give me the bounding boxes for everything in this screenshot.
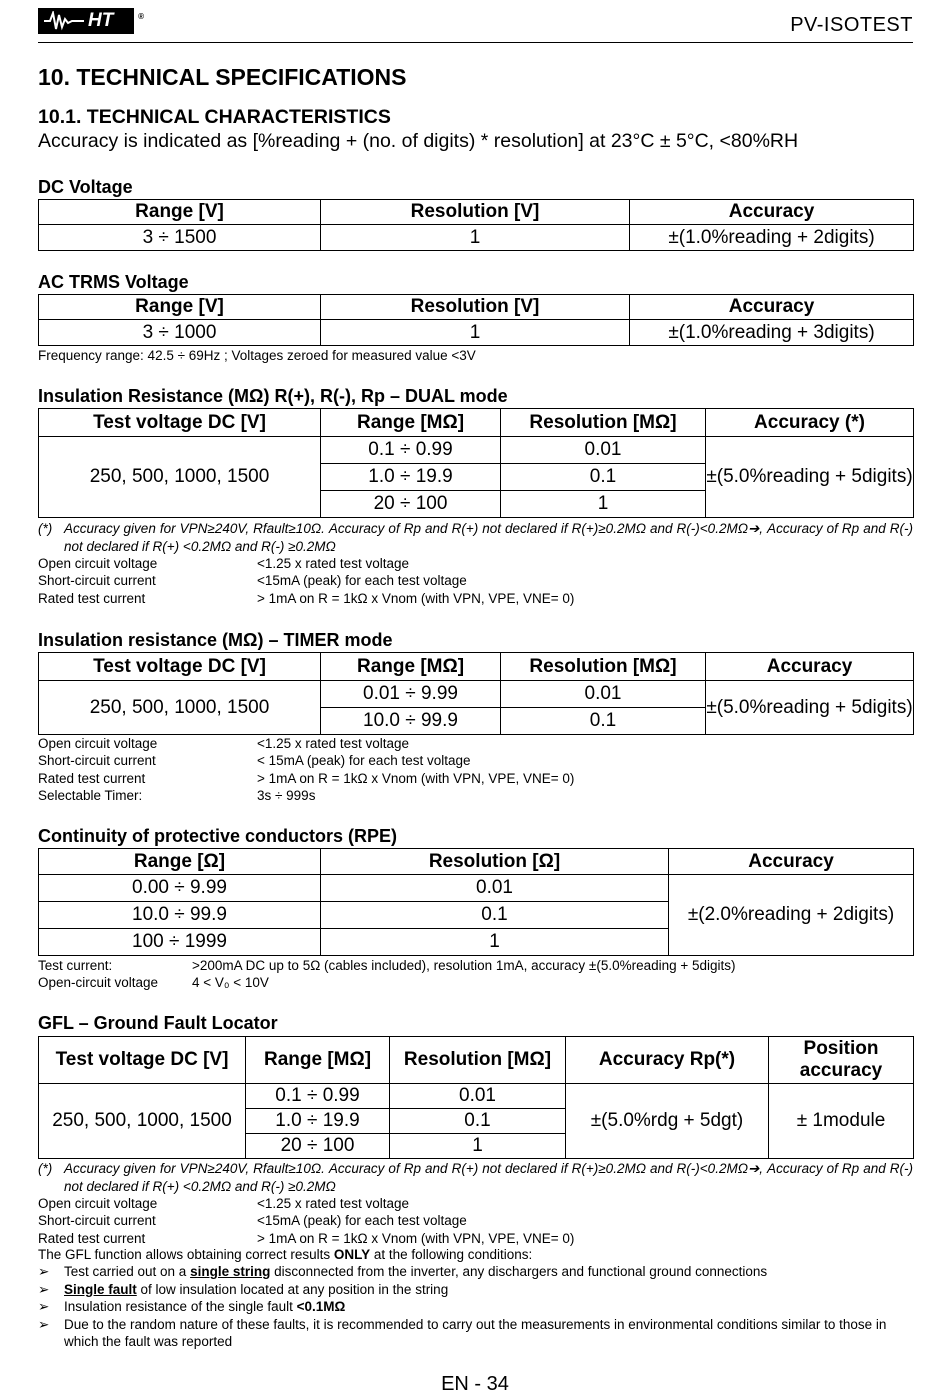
chapter-heading: 10. TECHNICAL SPECIFICATIONS — [38, 64, 407, 90]
gfl-specs — [38, 1195, 574, 1247]
conditions-text: at the following conditions: — [370, 1247, 533, 1262]
spec-label: Selectable Timer: — [38, 787, 143, 803]
spec-value: <15mA (peak) for each test voltage — [257, 573, 467, 589]
dual-mode-title: Insulation Resistance (MΩ) R(+), R(-), Rp – DUAL mode — [38, 386, 508, 406]
spec-value: > 1mA on R = 1kΩ x Vnom (with VPN, VPE, VNE= 0) — [257, 590, 575, 606]
dual-specs — [38, 555, 574, 607]
list-item — [38, 1298, 913, 1316]
table-cell: 10.0 ÷ 99.9 — [39, 902, 321, 929]
ac-voltage-table — [38, 294, 914, 346]
table-cell: 0.1 — [501, 708, 706, 735]
table-cell: 20 ÷ 100 — [246, 1134, 390, 1159]
table-header: Accuracy (*) — [706, 409, 914, 437]
table-cell: 3 ÷ 1000 — [39, 320, 321, 346]
table-cell: 3 ÷ 1500 — [39, 225, 321, 251]
table-header: Range [MΩ] — [246, 1037, 390, 1084]
dc-voltage-title: DC Voltage — [38, 177, 133, 197]
spec-label: Open circuit voltage — [38, 736, 158, 751]
page-number: EN - 34 — [441, 1373, 509, 1395]
table-cell: 0.1 — [321, 902, 669, 929]
conditions-emphasis: ONLY — [333, 1247, 371, 1262]
table-cell: 0.1 — [501, 464, 706, 491]
table-header: Test voltage DC [V] — [39, 653, 321, 681]
spec-value: <15mA (peak) for each test voltage — [257, 1213, 467, 1229]
spec-label: Open circuit voltage — [38, 556, 158, 571]
list-text: of low insulation located at any position in the string — [136, 1281, 449, 1297]
list-emphasis: <0.1MΩ — [296, 1299, 346, 1314]
registered-mark: ® — [138, 12, 144, 21]
ht-logo — [38, 8, 144, 34]
table-header: Resolution [V] — [321, 295, 630, 320]
arrow-bullet-icon: ➢ — [38, 1264, 50, 1279]
table-header: Range [Ω] — [39, 849, 321, 875]
page-header — [38, 6, 913, 43]
list-text: Insulation resistance of the single fault — [64, 1299, 297, 1314]
table-cell: 0.01 — [390, 1084, 566, 1109]
table-cell: 0.01 ÷ 9.99 — [321, 681, 501, 708]
list-item — [38, 1281, 913, 1299]
table-cell: 1 — [321, 929, 669, 956]
table-header: Resolution [MΩ] — [501, 653, 706, 681]
table-header: Accuracy — [630, 295, 914, 320]
arrow-bullet-icon: ➢ — [38, 1299, 50, 1314]
gfl-accuracy-footnote — [38, 1160, 913, 1195]
table-cell: ±(1.0%reading + 2digits) — [630, 225, 914, 251]
table-cell: 0.01 — [501, 437, 706, 464]
gfl-table — [38, 1036, 914, 1159]
spec-label: Open-circuit voltage — [38, 975, 159, 991]
table-header: Resolution [MΩ] — [501, 409, 706, 437]
spec-label: Rated test current — [38, 1230, 146, 1246]
table-cell: 20 ÷ 100 — [321, 491, 501, 518]
timer-specs — [38, 735, 574, 804]
table-header: Resolution [Ω] — [321, 849, 669, 875]
arrow-bullet-icon: ➢ — [38, 1281, 50, 1297]
spec-value: < 15mA (peak) for each test voltage — [257, 753, 471, 769]
spec-label: Short-circuit current — [38, 753, 156, 769]
table-header: Test voltage DC [V] — [39, 1037, 246, 1084]
table-cell: 0.00 ÷ 9.99 — [39, 875, 321, 902]
table-cell: ±(2.0%reading + 2digits) — [669, 875, 914, 956]
frequency-note: Frequency range: 42.5 ÷ 69Hz ; Voltages zeroed for measured value <3V — [38, 348, 476, 363]
conditions-text: The GFL function allows obtaining correct results — [38, 1247, 334, 1262]
ac-voltage-title: AC TRMS Voltage — [38, 272, 189, 292]
footnote-text: Accuracy given for VPN≥240V, Rfault≥10Ω. Accuracy of Rp and R(+) not declared if R(+)≥0.2MΩ and R(-)<0.2MΩ➔, Accuracy of Rp and R(-) not declared if R(+) <0.2MΩ and R(-) ≥0.2MΩ — [64, 1161, 913, 1194]
table-cell: 1 — [390, 1134, 566, 1159]
table-cell: 1.0 ÷ 19.9 — [246, 1109, 390, 1134]
spec-label: Rated test current — [38, 770, 146, 786]
table-header: Resolution [MΩ] — [390, 1037, 566, 1084]
table-header: Accuracy — [669, 849, 914, 875]
table-cell: ±(5.0%reading + 5digits) — [706, 681, 914, 735]
list-item — [38, 1263, 913, 1281]
table-cell: 0.1 — [390, 1109, 566, 1134]
list-item — [38, 1316, 913, 1351]
table-cell: ±(1.0%reading + 3digits) — [630, 320, 914, 346]
arrow-bullet-icon: ➢ — [38, 1316, 50, 1332]
table-cell: 0.01 — [501, 681, 706, 708]
table-header: Position accuracy — [769, 1037, 914, 1084]
table-cell: 250, 500, 1000, 1500 — [39, 1084, 246, 1159]
table-header: Accuracy — [706, 653, 914, 681]
spec-value: > 1mA on R = 1kΩ x Vnom (with VPN, VPE, VNE= 0) — [257, 770, 575, 786]
spec-value: <1.25 x rated test voltage — [257, 556, 409, 571]
waveform-icon — [44, 11, 84, 31]
table-cell: 0.1 ÷ 0.99 — [246, 1084, 390, 1109]
table-cell: 1 — [321, 225, 630, 251]
table-cell: 0.01 — [321, 875, 669, 902]
spec-label: Short-circuit current — [38, 1213, 156, 1229]
list-emphasis: single string — [190, 1264, 271, 1279]
dual-accuracy-footnote — [38, 520, 913, 555]
table-cell: 250, 500, 1000, 1500 — [39, 437, 321, 518]
spec-label: Rated test current — [38, 590, 146, 606]
gfl-conditions-intro — [38, 1246, 532, 1263]
table-cell: 250, 500, 1000, 1500 — [39, 681, 321, 735]
table-cell: 10.0 ÷ 99.9 — [321, 708, 501, 735]
table-cell: 1.0 ÷ 19.9 — [321, 464, 501, 491]
footnote-text: Accuracy given for VPN≥240V, Rfault≥10Ω. Accuracy of Rp and R(+) not declared if R(+)≥0.2MΩ and R(-)<0.2MΩ➔, Accuracy of Rp and R(-) not declared if R(+) <0.2MΩ and R(-) ≥0.2MΩ — [64, 521, 913, 554]
table-header: Range [MΩ] — [321, 409, 501, 437]
table-cell: ±(5.0%rdg + 5dgt) — [566, 1084, 769, 1159]
gfl-title: GFL – Ground Fault Locator — [38, 1013, 278, 1033]
rpe-title: Continuity of protective conductors (RPE) — [38, 826, 398, 846]
logo-text: HT — [88, 10, 114, 31]
footnote-mark: (*) — [38, 1161, 53, 1176]
accuracy-intro: Accuracy is indicated as [%reading + (no. of digits) * resolution] at 23°C ± 5°C, <80%RH — [38, 130, 799, 152]
rpe-table — [38, 848, 914, 956]
table-header: Range [V] — [39, 200, 321, 225]
dual-mode-table — [38, 408, 914, 518]
section-heading: 10.1. TECHNICAL CHARACTERISTICS — [38, 106, 391, 128]
table-header: Range [V] — [39, 295, 321, 320]
spec-value: 3s ÷ 999s — [257, 787, 316, 803]
table-header: Test voltage DC [V] — [39, 409, 321, 437]
spec-value: 4 < V₀ < 10V — [192, 975, 269, 991]
list-text: Test carried out on a — [64, 1264, 191, 1279]
document-title: PV-ISOTEST — [790, 14, 913, 36]
table-cell: 1 — [321, 320, 630, 346]
list-text: disconnected from the inverter, any dischargers and functional ground connections — [270, 1264, 768, 1279]
timer-mode-table — [38, 652, 914, 735]
table-cell: ±(5.0%reading + 5digits) — [706, 437, 914, 518]
table-header: Accuracy — [630, 200, 914, 225]
list-emphasis: Single fault — [64, 1281, 137, 1297]
spec-label: Open circuit voltage — [38, 1196, 158, 1211]
spec-value: <1.25 x rated test voltage — [257, 736, 409, 751]
list-text: Due to the random nature of these faults, it is recommended to carry out the measurements in environmental conditions similar to those in which the fault was reported — [64, 1316, 887, 1349]
spec-value: > 1mA on R = 1kΩ x Vnom (with VPN, VPE, VNE= 0) — [257, 1230, 575, 1246]
spec-value: >200mA DC up to 5Ω (cables included), resolution 1mA, accuracy ±(5.0%reading + 5digits) — [192, 958, 736, 973]
gfl-conditions-list — [38, 1263, 913, 1351]
spec-label: Test current: — [38, 958, 113, 973]
table-header: Resolution [V] — [321, 200, 630, 225]
rpe-specs — [38, 957, 736, 992]
table-cell: 0.1 ÷ 0.99 — [321, 437, 501, 464]
spec-value: <1.25 x rated test voltage — [257, 1196, 409, 1211]
table-cell: 100 ÷ 1999 — [39, 929, 321, 956]
table-header: Range [MΩ] — [321, 653, 501, 681]
table-cell: ± 1module — [769, 1084, 914, 1159]
dc-voltage-table — [38, 199, 914, 251]
table-cell: 1 — [501, 491, 706, 518]
footnote-mark: (*) — [38, 521, 53, 536]
table-header: Accuracy Rp(*) — [566, 1037, 769, 1084]
spec-label: Short-circuit current — [38, 573, 156, 589]
timer-mode-title: Insulation resistance (MΩ) – TIMER mode — [38, 630, 393, 650]
